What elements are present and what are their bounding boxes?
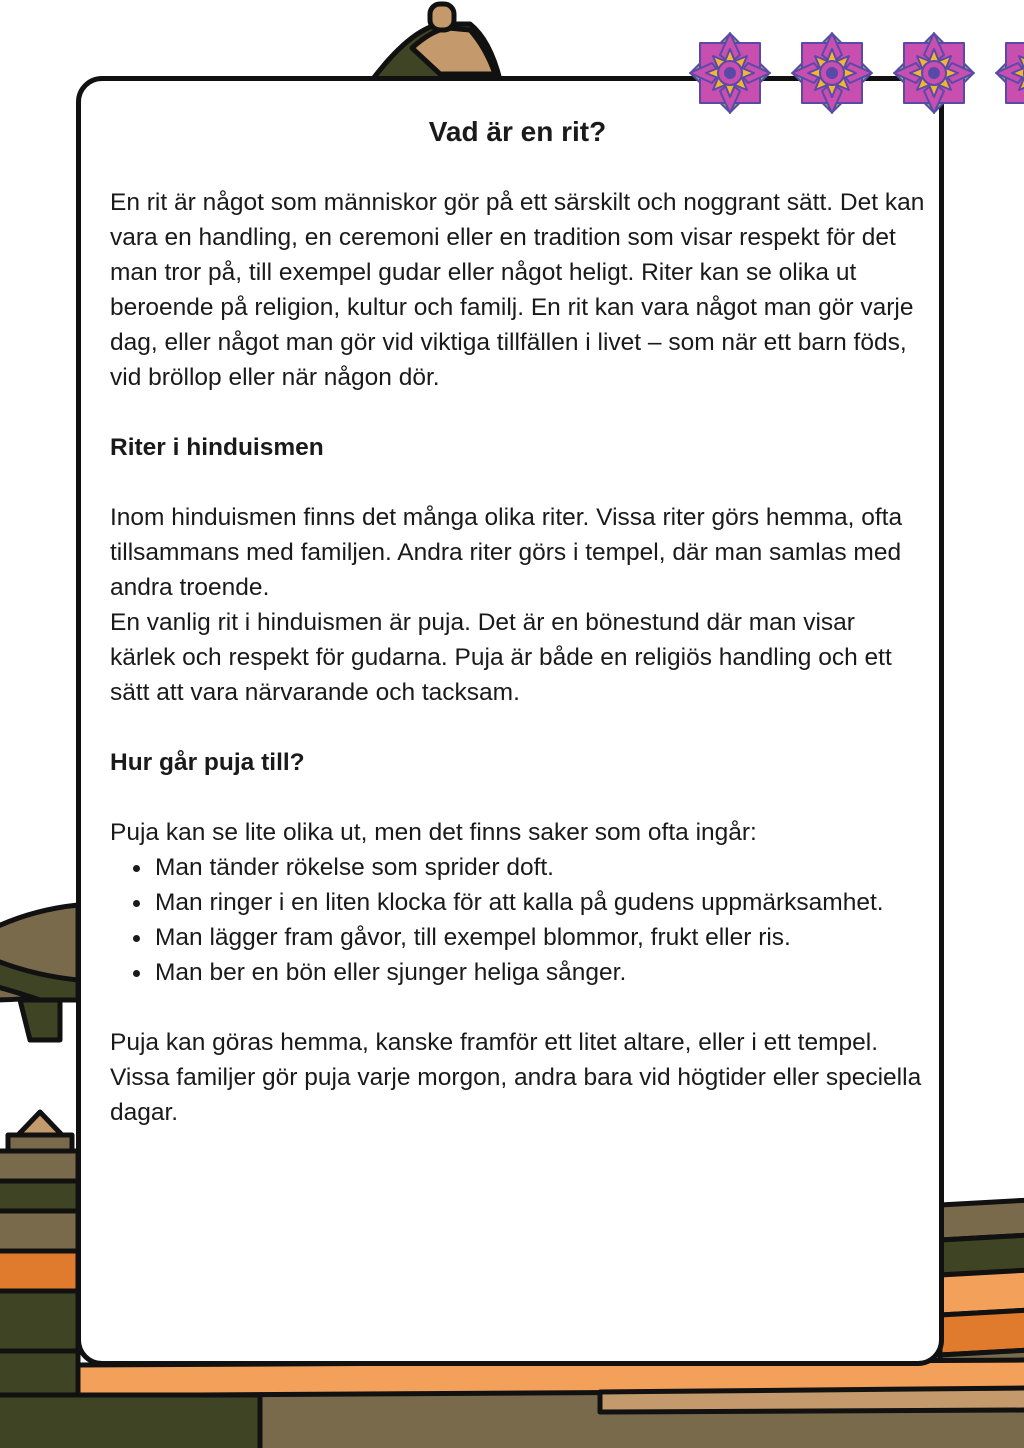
mandala-tile-icon — [690, 33, 770, 113]
intro-paragraph: En rit är något som människor gör på ett särskilt och noggrant sätt. Det kan vara en handling, en ceremoni eller en tradition som visar respekt för det man tror på, till exempel gudar eller något heligt. Riter kan se olika ut beroende på religion, kultur och familj. En rit kan vara något man gör varje dag, eller något man gör vid viktiga tillfällen i livet – som när ett barn föds, vid bröllop eller när någon dör. — [110, 189, 925, 391]
mandala-tile-icon — [996, 33, 1024, 113]
temple-roof-left — [0, 905, 78, 1040]
closing-paragraph: Puja kan göras hemma, kanske framför ett litet altare, eller i ett tempel. Vissa familjer gör puja varje morgon, andra bara vid högtider eller speciella dagar. — [110, 1029, 922, 1126]
temple-ground-bottom — [0, 1360, 1024, 1448]
list-item: • Man ber en bön eller sjunger heliga sånger. — [153, 955, 925, 990]
section1-paragraph-2: En vanlig rit i hinduismen är puja. Det är en bönestund där man visar kärlek och respekt för gudarna. Puja är både en religiös handling och ett sätt att vara närvarande och tacksam. — [110, 609, 892, 706]
temple-dome-top — [372, 4, 500, 80]
list-item: • Man tänder rökelse som sprider doft. — [153, 850, 925, 885]
mandala-tile-icon — [792, 33, 872, 113]
section1-paragraph-1: Inom hinduismen finns det många olika riter. Vissa riter görs hemma, ofta tillsammans med familjen. Andra riter görs i tempel, där man samlas med andra troende. — [110, 504, 903, 601]
puja-list — [110, 850, 925, 990]
list-item: • Man ringer i en liten klocka för att kalla på gudens uppmärksamhet. — [153, 885, 925, 920]
mandala-tile-icon — [894, 33, 974, 113]
section-heading-puja: Hur går puja till? — [110, 749, 305, 776]
document-body — [110, 112, 925, 1130]
temple-base-right — [940, 1200, 1024, 1385]
list-item: • Man lägger fram gåvor, till exempel blommor, frukt eller ris. — [153, 920, 925, 955]
page-title: Vad är en rit? — [428, 116, 607, 147]
section2-intro: Puja kan se lite olika ut, men det finns saker som ofta ingår: — [110, 819, 757, 846]
section-heading-riter: Riter i hinduismen — [110, 434, 324, 461]
